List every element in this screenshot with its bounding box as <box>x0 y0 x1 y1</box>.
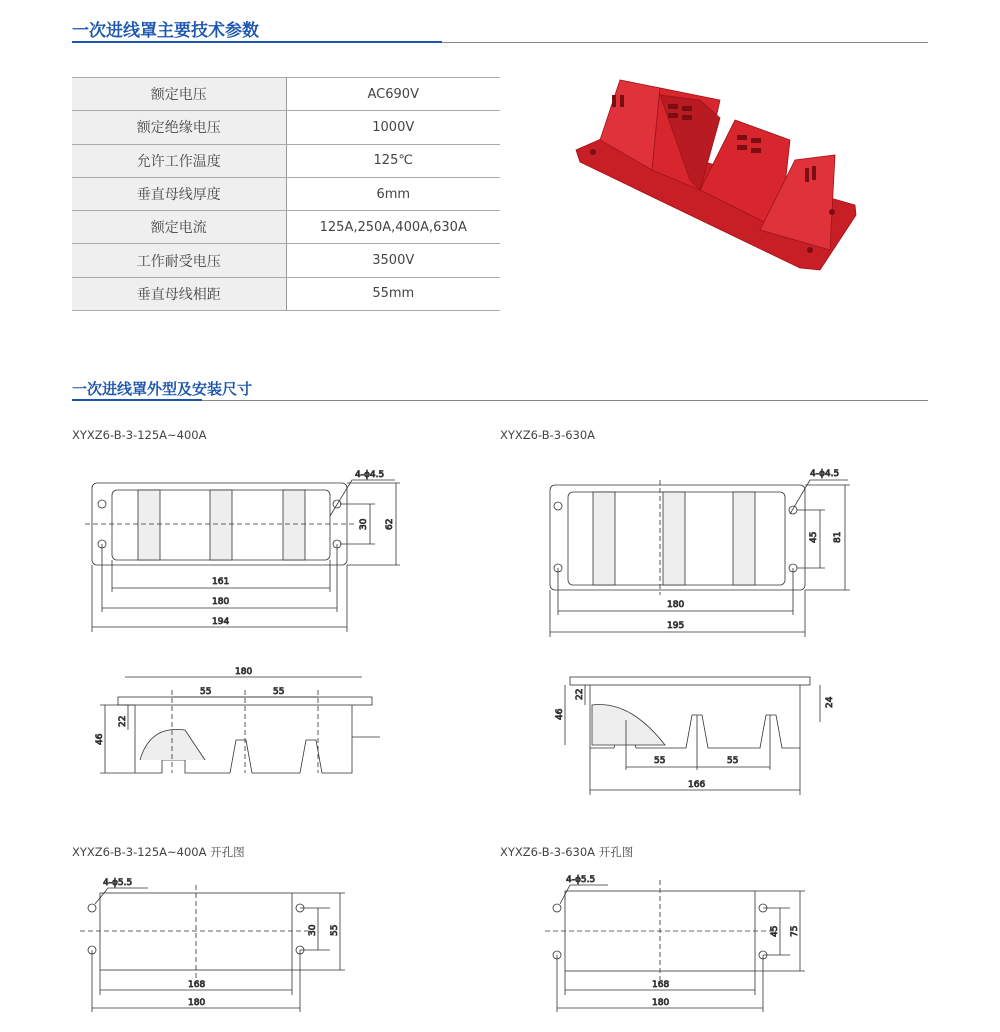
dim-label: 62 <box>385 518 395 530</box>
caption-d: XYXZ6-B-3-630A 开孔图 <box>500 845 634 859</box>
spec-label: 额定绝缘电压 <box>72 111 286 144</box>
spec-label: 工作耐受电压 <box>72 244 286 277</box>
dim-label: 180 <box>667 600 685 610</box>
drawing-cutout-630 <box>545 875 805 1012</box>
dim-label: 75 <box>790 925 800 937</box>
caption-b: XYXZ6-B-3-630A <box>500 428 596 442</box>
hole-label: 4-ϕ5.5 <box>566 875 596 885</box>
section-title-dimensions: 一次进线罩外型及安装尺寸 <box>72 380 253 398</box>
dim-label: 46 <box>95 733 105 745</box>
dim-label: 180 <box>188 998 206 1008</box>
drawing-cutout-125-400 <box>80 878 345 1012</box>
dim-label: 24 <box>825 696 835 708</box>
hole-label: 4-ϕ4.5 <box>355 470 385 480</box>
dim-label: 45 <box>809 531 819 543</box>
dim-label: 30 <box>359 518 369 530</box>
dim-label: 166 <box>688 780 706 790</box>
dim-label: 180 <box>235 667 253 677</box>
dim-label: 22 <box>575 688 585 700</box>
hole-label: 4-ϕ4.5 <box>810 469 840 479</box>
drawing-front-630 <box>550 469 850 637</box>
dim-label: 55 <box>273 687 285 697</box>
dim-label: 180 <box>652 998 670 1008</box>
spec-label: 垂直母线相距 <box>72 277 286 310</box>
dim-label: 22 <box>118 715 128 727</box>
drawing-side-125-400 <box>95 667 380 773</box>
caption-a: XYXZ6-B-3-125A~400A <box>72 428 207 442</box>
drawing-front-125-400 <box>85 470 400 632</box>
dim-label: 45 <box>770 925 780 937</box>
spec-value: 1000V <box>286 111 500 144</box>
dim-label: 161 <box>212 577 230 587</box>
spec-label: 垂直母线厚度 <box>72 177 286 210</box>
dim-label: 55 <box>727 756 739 766</box>
hole-label: 4-ϕ5.5 <box>103 878 133 888</box>
spec-value: 6mm <box>286 177 500 210</box>
spec-value: AC690V <box>286 78 500 111</box>
dim-label: 55 <box>200 687 212 697</box>
dim-label: 180 <box>212 597 230 607</box>
spec-value: 3500V <box>286 244 500 277</box>
dim-label: 194 <box>212 617 230 627</box>
spec-value: 125℃ <box>286 144 500 177</box>
spec-value: 55mm <box>286 277 500 310</box>
dim-label: 195 <box>667 621 685 631</box>
dim-label: 55 <box>654 756 666 766</box>
spec-label: 允许工作温度 <box>72 144 286 177</box>
spec-label: 额定电压 <box>72 78 286 111</box>
dim-label: 81 <box>833 531 843 543</box>
dim-label: 30 <box>308 924 318 936</box>
dim-label: 46 <box>555 708 565 720</box>
drawing-side-630 <box>555 677 835 795</box>
spec-label: 额定电流 <box>72 211 286 244</box>
section-title-specs: 一次进线罩主要技术参数 <box>72 21 259 41</box>
dim-label: 168 <box>188 980 206 990</box>
caption-c: XYXZ6-B-3-125A~400A 开孔图 <box>72 845 245 859</box>
dim-label: 55 <box>330 924 340 936</box>
dim-label: 168 <box>652 980 670 990</box>
spec-value: 125A,250A,400A,630A <box>286 211 500 244</box>
